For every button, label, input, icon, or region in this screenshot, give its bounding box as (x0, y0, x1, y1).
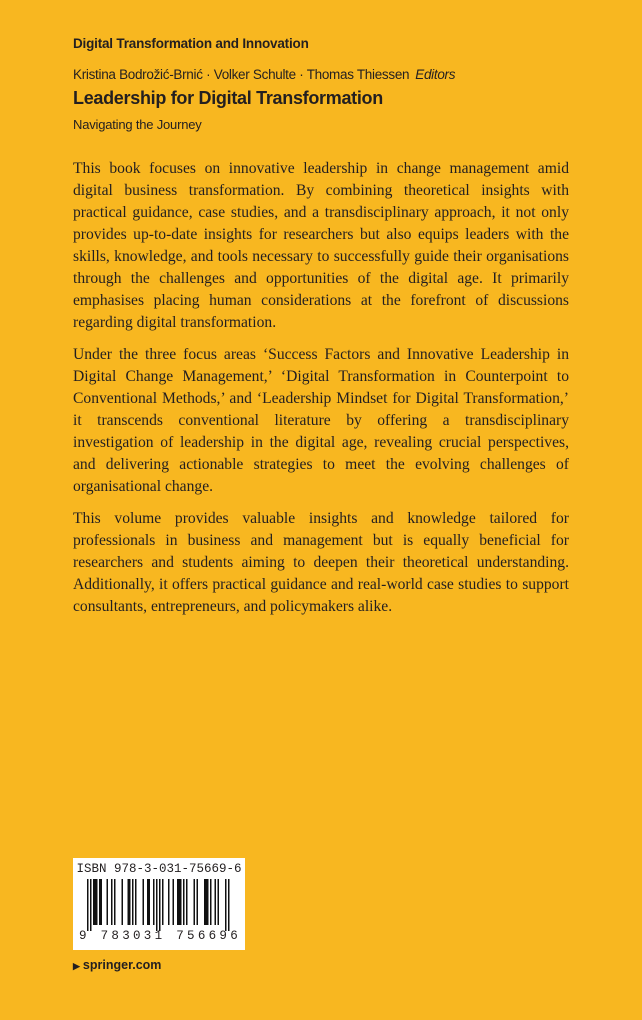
blurb-paragraph: This book focuses on innovative leadership in change management amid digital business transformation. By combining theoretical insights with practical guidance, case studies, and a transdisciplinary approach, it not only provides up-to-date insights for researchers but also equips leaders with the skills, knowledge, and tools necessary to successfully guide their organisations through the challenges and opportunities of the digital age. It primarily emphasises placing human considerations at the forefront of discussions regarding digital transformation. (73, 160, 569, 331)
barcode-bar (179, 879, 181, 925)
barcode-bar (128, 879, 130, 925)
barcode-bar (228, 879, 230, 931)
barcode-bar (183, 879, 185, 925)
book-title: Leadership for Digital Transformation (73, 88, 383, 108)
barcode-bar (177, 879, 179, 925)
barcode-bar (147, 879, 149, 925)
barcode-bar (111, 879, 113, 925)
barcode-bar (194, 879, 196, 925)
barcode-bar (95, 879, 97, 925)
arrow-right-icon: ▶ (73, 961, 80, 971)
isbn-barcode (73, 858, 245, 950)
barcode-bar (135, 879, 137, 925)
barcode-bar (107, 879, 109, 925)
isbn-label: ISBN 978-3-031-75669-6 (76, 862, 242, 876)
barcode-bars (87, 879, 231, 931)
series-title: Digital Transformation and Innovation (73, 36, 309, 51)
barcode-bar (129, 879, 131, 925)
barcode-bar (101, 879, 103, 925)
barcode-bar (173, 879, 175, 925)
editors-role: Editors (415, 67, 456, 82)
barcode-bar (168, 879, 170, 925)
book-subtitle: Navigating the Journey (73, 117, 202, 132)
barcode-bar (87, 879, 89, 931)
barcode-bar (143, 879, 145, 925)
barcode-bar (225, 879, 227, 931)
publisher-url: springer.com (82, 958, 162, 972)
barcode-bar (180, 879, 182, 925)
barcode-bar (207, 879, 209, 925)
barcode-bar (159, 879, 161, 931)
barcode-bar (156, 879, 158, 931)
blurb-paragraph: This volume provides valuable insights and knowledge tailored for professionals in business and management but is equally beneficial for researchers and students aiming to deepen their theoretical understanding. Additionally, it offers practical guidance and real-world case studies to support consultants, entrepreneurs, and policymakers alike. (73, 510, 569, 615)
barcode-bar (122, 879, 124, 925)
barcode-bar (93, 879, 95, 925)
barcode-bar (215, 879, 217, 925)
publisher-link[interactable] (73, 958, 161, 972)
barcode-bar (153, 879, 155, 925)
barcode-bar (197, 879, 199, 925)
barcode-bar (162, 879, 164, 925)
barcode-bar (114, 879, 116, 925)
blurb (73, 158, 569, 628)
barcode-bar (90, 879, 92, 931)
editors-line (73, 67, 455, 82)
barcode-bar (206, 879, 208, 925)
editor-names: Kristina Bodrožić-Brnić · Volker Schulte · Thomas Thiessen (73, 67, 410, 82)
barcode-bar (210, 879, 212, 925)
barcode-bar (132, 879, 134, 925)
barcode-bar (204, 879, 206, 925)
blurb-paragraph: Under the three focus areas ‘Success Factors and Innovative Leadership in Digital Change Management,’ ‘Digital Transformation in Counterpoint to Conventional Methods,’ and ‘Leadership Mindset for Digital Transformation,’ it transcends conventional literature by offering a transdisciplinary investigation of leadership in the digital age, revealing crucial perspectives, and delivering actionable strategies to meet the evolving challenges of organisational change. (73, 346, 569, 495)
barcode-bar (96, 879, 98, 925)
barcode-bar (149, 879, 151, 925)
barcode-bar (186, 879, 188, 925)
barcode-digits: 9 783031 756696 (79, 929, 242, 943)
barcode-bar (218, 879, 220, 925)
barcode-bar (99, 879, 101, 925)
